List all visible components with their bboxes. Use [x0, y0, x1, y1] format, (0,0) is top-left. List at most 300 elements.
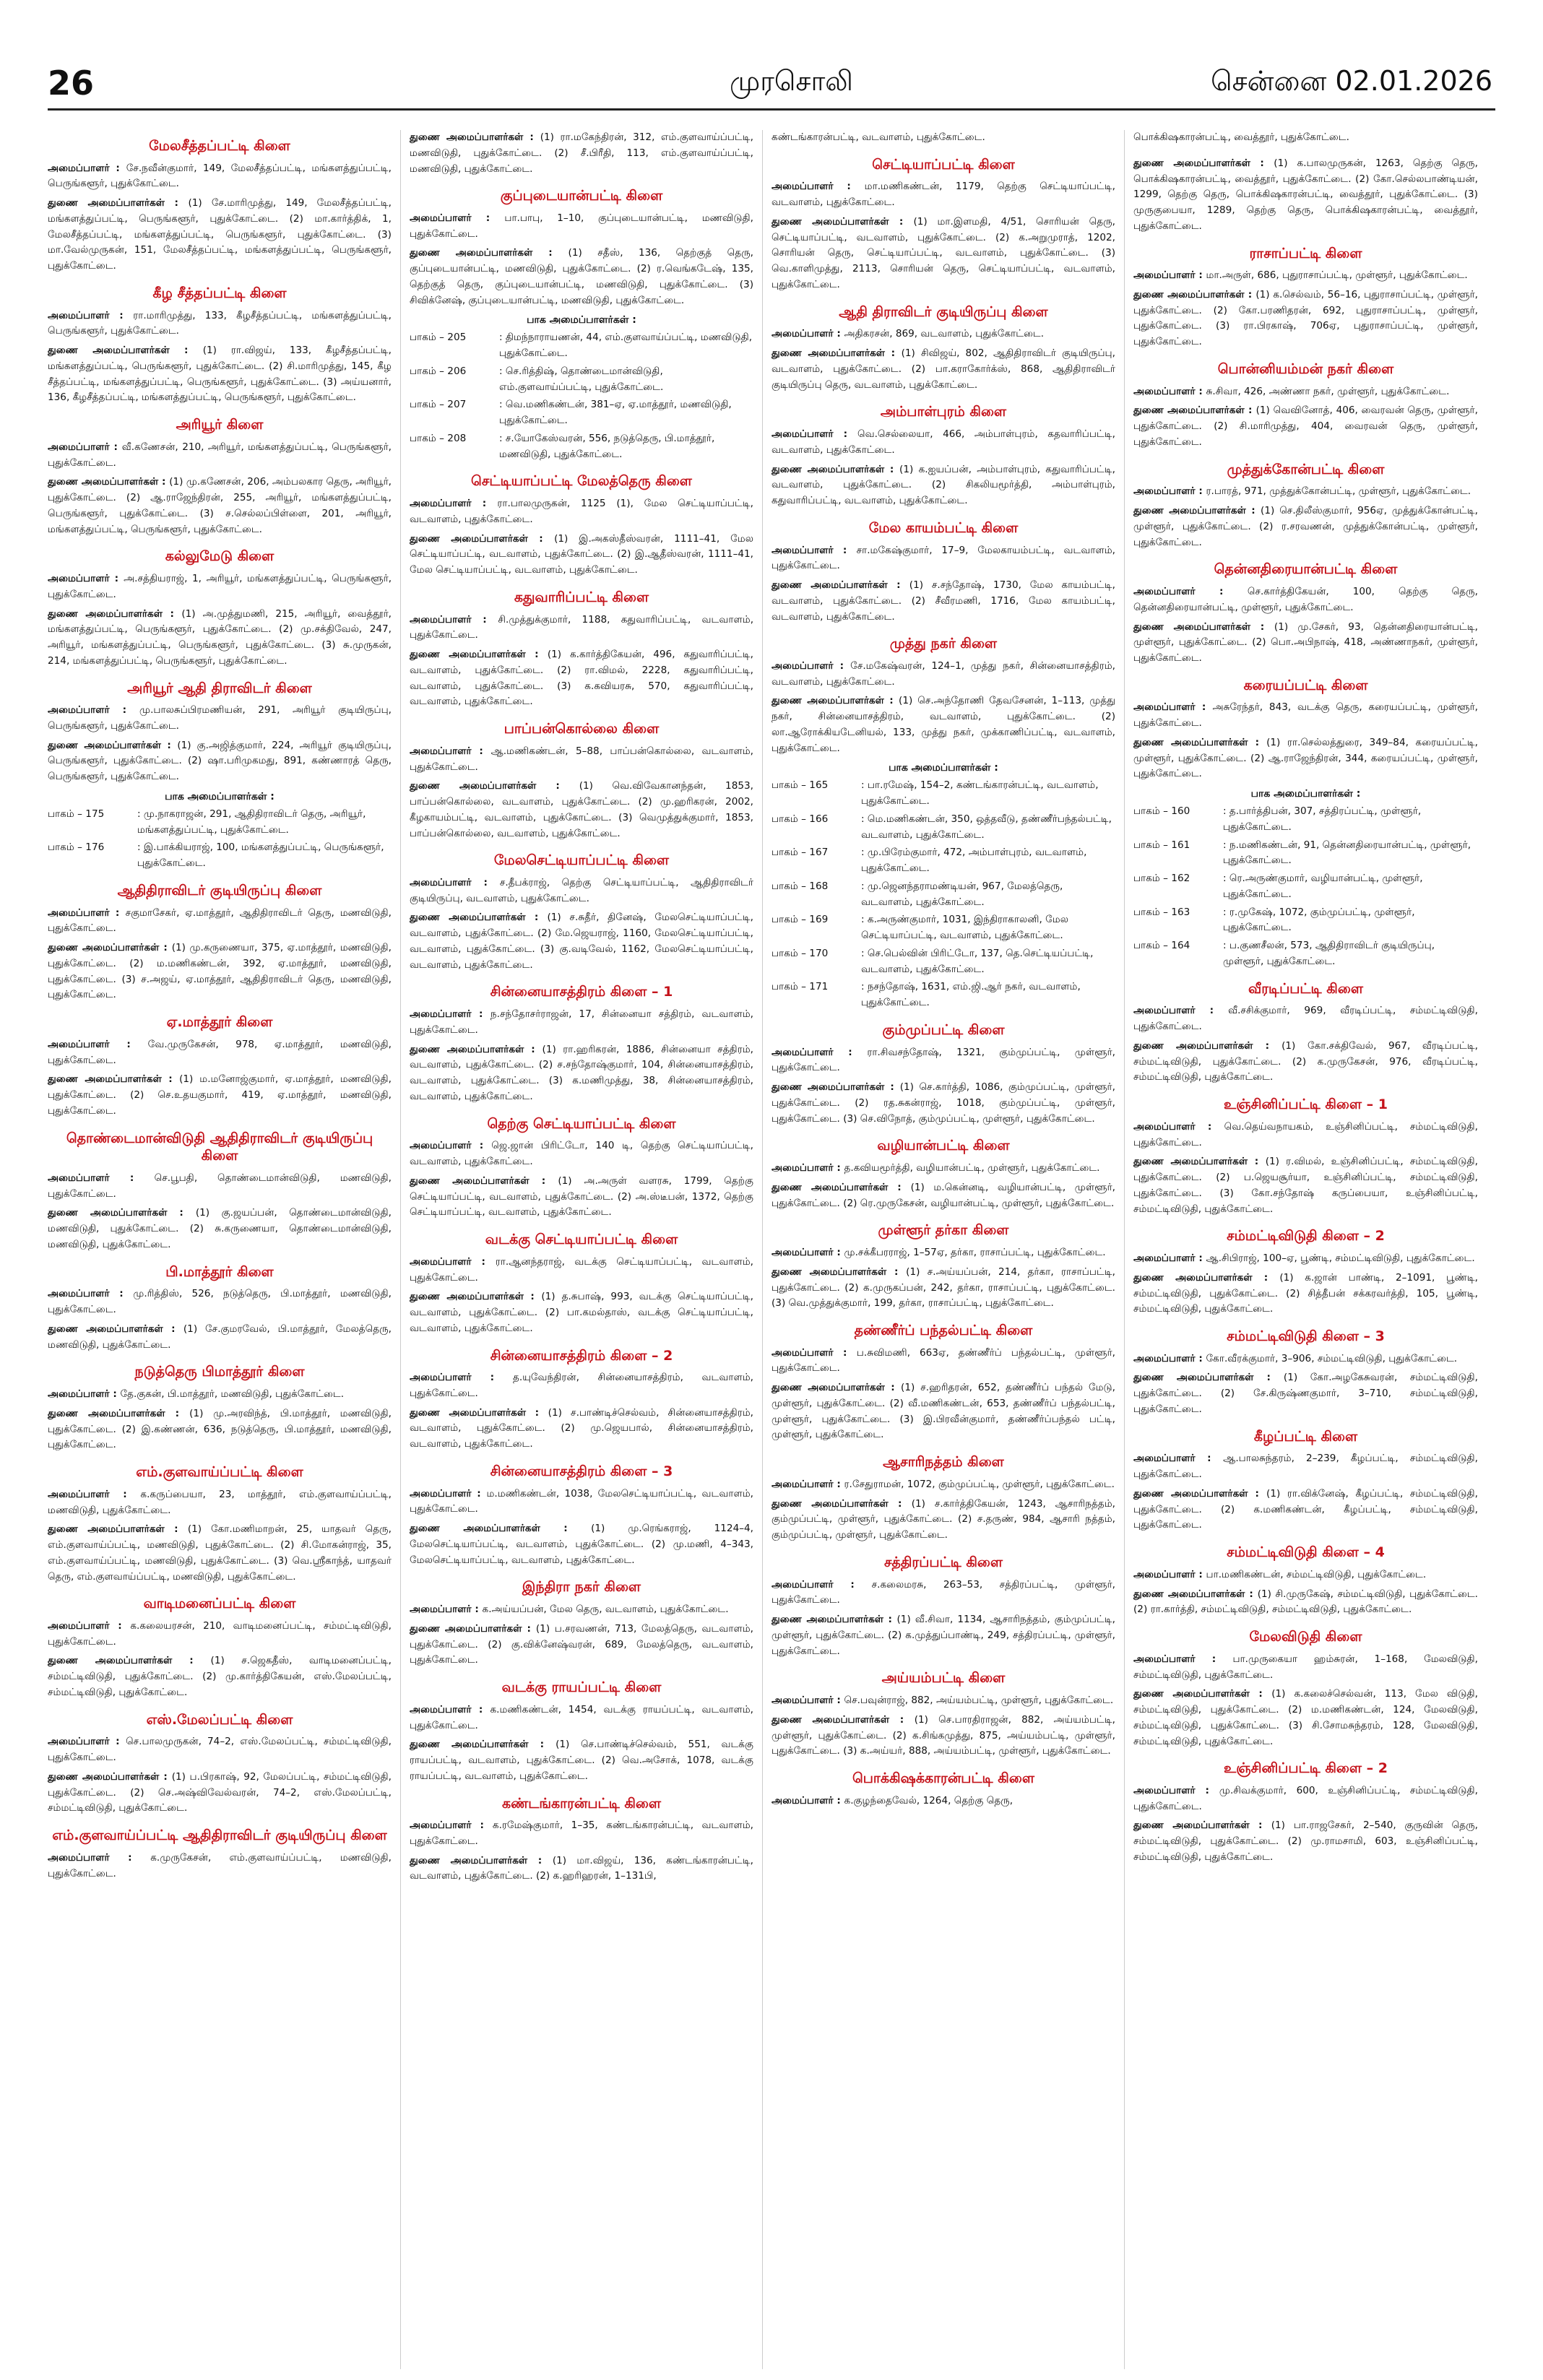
- deputy-label: துணை அமைப்பாளர்கள் :: [410, 247, 569, 259]
- deputy-value: (1) ம.மனோஜ்குமார், ஏ.மாத்தூர், மணவிடுதி, புதுக்கோட்டை. (2) செ.உதயகுமார், 419, ஏ.மாத்தூர், மணவிடுதி, புதுக்கோட்டை.: [48, 1073, 392, 1117]
- column-1: [48, 130, 401, 2369]
- branch-section: [772, 1669, 1115, 1760]
- deputy-organizers: [48, 1522, 392, 1585]
- branch-section: [48, 285, 392, 406]
- branch-title: வாடிமனைப்பட்டி கிளை: [143, 1596, 296, 1612]
- deputy-label: துணை அமைப்பாளர்கள் :: [48, 197, 189, 209]
- deputy-value: (1) மு.கருணையா, 375, ஏ.மாத்தூர், மணவிடுதி, புதுக்கோட்டை. (2) ம.மணிகண்டன், 392, ஏ.மாத்தூர், மணவிடுதி, புதுக்கோட்டை. (3) ச.அஜய், ஏ.மாத்தூர், ஆதிதிராவிடர் தெரு, மணவிடுதி, புதுக்கோட்டை.: [48, 942, 392, 1001]
- branch-section: [1133, 1227, 1478, 1317]
- organizer-label: அமைப்பாளர் :: [1133, 701, 1213, 714]
- organizer-label: அமைப்பாளர் :: [410, 876, 500, 888]
- deputy-label: துணை அமைப்பாளர்கள் :: [1133, 1271, 1280, 1284]
- branch-section: [1133, 130, 1478, 146]
- organizer-value: ரா.பாலமுருகன், 1125 (1), மேல செட்டியாப்பட்டி, வடவாளம், புதுக்கோட்டை.: [410, 498, 753, 525]
- branch-organizer: [48, 161, 392, 193]
- branch-title: ஆசாரிநத்தம் கிளை: [883, 1454, 1004, 1471]
- deputy-label: துணை அமைப்பாளர்கள் :: [48, 1655, 211, 1667]
- branch-title: ராசாப்பட்டி கிளை: [1249, 245, 1362, 261]
- deputy-label: துணை அமைப்பாளர்கள் :: [410, 1043, 543, 1055]
- branch-section: [48, 1711, 392, 1817]
- branch-title: எஸ்.மேலப்பட்டி கிளை: [146, 1711, 293, 1728]
- organizer-value: மு.சக்கீபரராஜ், 1–57ஏ, தர்கா, ராசாப்பட்டி, புதுக்கோட்டை.: [844, 1247, 1106, 1258]
- branch-organizer: [410, 1007, 753, 1039]
- page-header: [0, 0, 1543, 152]
- branch-title: அய்யம்பட்டி கிளை: [881, 1670, 1006, 1687]
- deputy-label: துணை அமைப்பாளர்கள் :: [772, 1081, 900, 1094]
- branch-organizer: [772, 326, 1115, 342]
- branch-section: [1133, 1328, 1478, 1418]
- organizer-value: மு.ரித்திஸ், 526, நடுத்தெரு, பி.மாத்தூர், மணவிடுதி, புதுக்கோட்டை.: [48, 1288, 392, 1316]
- branch-section: [410, 1578, 753, 1669]
- header-divider: [48, 108, 1495, 111]
- organizer-value: க.கருப்பையா, 23, மாத்தூர், எம்.குளவாய்ப்பட்டி, மணவிடுதி, புதுக்கோட்டை.: [48, 1488, 392, 1516]
- part-number: பாகம் – 164: [1133, 940, 1190, 952]
- organizer-value: ர.சேதுராமன், 1072, கும்முப்பட்டி, முள்ளூர், புதுக்கோட்டை.: [844, 1478, 1115, 1490]
- deputy-organizers: [1133, 1818, 1478, 1865]
- part-row: [48, 840, 392, 872]
- deputy-organizers: [772, 578, 1115, 625]
- organizer-value: செ.பவுன்ராஜ், 882, அய்யம்பட்டி, முள்ளூர், புதுக்கோட்டை.: [844, 1695, 1114, 1706]
- organizer-label: அமைப்பாளர் :: [772, 181, 865, 193]
- branch-organizer: [410, 1702, 753, 1734]
- organizer-label: அமைப்பாளர் :: [48, 1736, 126, 1748]
- deputy-label: துணை அமைப்பாளர்கள் :: [1133, 157, 1274, 169]
- deputy-organizers: [772, 1180, 1115, 1212]
- branch-organizer: [1133, 584, 1478, 616]
- part-row: [772, 879, 1115, 911]
- branch-section: [48, 1130, 392, 1253]
- organizer-label: அமைப்பாளர் :: [48, 1288, 134, 1300]
- organizer-value: ஆ.பாலசுந்தரம், 2–239, கீழப்பட்டி, சம்மட்டிவிடுதி, புதுக்கோட்டை.: [1133, 1453, 1478, 1481]
- organizer-value: செ.பாலமுருகன், 74–2, எஸ்.மேலப்பட்டி, சம்மட்டிவிடுதி, புதுக்கோட்டை.: [48, 1736, 392, 1764]
- organizer-label: அமைப்பாளர் :: [1133, 1568, 1206, 1580]
- branch-section: [772, 156, 1115, 293]
- deputy-label: துணை அமைப்பாளர்கள் :: [1133, 1487, 1267, 1500]
- organizer-value: சி.முத்துக்குமார், 1188, கதுவாரிப்பட்டி, வடவாளம், புதுக்கோட்டை.: [410, 613, 754, 641]
- edition-date: சென்னை 02.01.2026: [1211, 65, 1492, 97]
- deputy-value: (1) க.ஐயப்பன், அம்பாள்புரம், கதுவாரிப்பட்டி, வடவாளம், புதுக்கோட்டை. (2) சிகலியமூர்த்தி, அம்பாள்புரம், கதுவாரிப்பட்டி, வடவாளம், புதுக்கோட்டை.: [772, 463, 1115, 507]
- organizer-label: அமைப்பாளர் :: [1133, 1120, 1224, 1133]
- deputy-value: (1) பா.ராஜசேகர், 2–540, குருவின் தெரு, சம்மட்டிவிடுதி, புதுக்கோட்டை. (2) மு.ராமசாமி, 603, உஞ்சினிப்பட்டி, சம்மட்டிவிடுதி, புதுக்கோட்டை.: [1133, 1819, 1478, 1863]
- part-number: பாகம் – 208: [410, 432, 467, 444]
- branch-organizer: [410, 875, 753, 907]
- branch-title: உஞ்சினிப்பட்டி கிளை – 1: [1223, 1096, 1388, 1113]
- branch-title: தொண்டைமான்விடுதி ஆதிதிராவிடர் குடியிருப்பு கிளை: [66, 1130, 373, 1164]
- branch-title: முள்ளூர் தர்கா கிளை: [878, 1222, 1009, 1239]
- deputy-label: துணை அமைப்பாளர்கள் :: [772, 1265, 907, 1278]
- branch-title: கும்முப்பட்டி கிளை: [882, 1021, 1005, 1038]
- part-row: [772, 946, 1115, 978]
- deputy-value: (1) ர.விமல், உஞ்சினிப்பட்டி, சம்மட்டிவிடுதி, புதுக்கோட்டை. (2) ப.ஜெயசூர்யா, உஞ்சினிப்பட்டி, சம்மட்டிவிடுதி, புதுக்கோட்டை. (3) கோ.சந்தோஷ் கருப்பையா, உஞ்சினிப்பட்டி, சம்மட்டிவிடுதி, புதுக்கோட்டை.: [1133, 1156, 1478, 1215]
- branch-section: [772, 1554, 1115, 1659]
- continued-text: கண்டங்காரன்பட்டி, வடவாளம், புதுக்கோட்டை.: [772, 131, 985, 143]
- branch-title: சின்னையாசத்திரம் கிளை – 1: [490, 984, 673, 1000]
- column-4: [1133, 130, 1487, 2369]
- part-organizer: : மு.பிரேம்குமார், 472, அம்பாள்புரம், வடவாளம், புதுக்கோட்டை.: [861, 847, 1087, 875]
- part-organizer: : மெ.மணிகண்டன், 350, ஒத்தவீடு, தண்ணீர்பந்தல்பட்டி, வடவாளம், புதுக்கோட்டை.: [861, 813, 1112, 841]
- part-number: பாகம் – 161: [1133, 839, 1190, 851]
- branch-organizer: [1133, 1251, 1478, 1267]
- part-number: பாகம் – 165: [772, 779, 829, 792]
- deputy-value: (1) சிவிஜய், 802, ஆதிதிராவிடர் குடியிருப்பு, வடவாளம், புதுக்கோட்டை. (2) பா.கராகோர்க்ஸ், 868, ஆதிதிராவிடர் குடியிருப்பு தெரு, வடவாளம், புதுக்கோட்டை.: [772, 347, 1115, 391]
- part-row: [1133, 938, 1478, 970]
- organizer-label: அமைப்பாளர் :: [772, 1478, 844, 1490]
- organizer-label: அமைப்பாளர் :: [48, 1619, 131, 1632]
- organizer-label: அமைப்பாளர் :: [48, 1851, 151, 1864]
- deputy-organizers: [1133, 287, 1478, 350]
- deputy-organizers: [48, 1770, 392, 1817]
- deputy-value: (1) ரா.செல்லத்துரை, 349–84, கரையப்பட்டி, முள்ளூர், புதுக்கோட்டை. (2) ஆ.ராஜேந்திரன், 344, கரையப்பட்டி, முள்ளூர், புதுக்கோட்டை.: [1133, 736, 1478, 780]
- branch-title: தண்ணீர்ப் பந்தல்பட்டி கிளை: [854, 1323, 1033, 1338]
- branch-title: அரியூர் ஆதி திராவிடர் கிளை: [127, 680, 312, 696]
- organizer-value: மா.மணிகண்டன், 1179, தெற்கு செட்டியாப்பட்டி, வடவாளம், புதுக்கோட்டை.: [772, 181, 1115, 209]
- deputy-value: (1) க.பாலமுருகன், 1263, தெற்கு தெரு, பொக்கிஷகாரன்பட்டி, வைத்தூர், புதுக்கோட்டை. (2) கோ.செல்லபாண்டியன், 1299, தெற்கு தெரு, பொக்கிஷகாரன்பட்டி, வைத்தூர், புதுக்கோட்டை. (3) முருகுபையா, 1289, தெற்கு தெரு, பொக்கிஷகாரன்பட்டி, வைத்தூர், புதுக்கோட்டை.: [1133, 157, 1478, 232]
- deputy-label: துணை அமைப்பாளர்கள் :: [48, 607, 182, 620]
- branch-organizer: [772, 1161, 1115, 1177]
- deputy-organizers: [772, 1080, 1115, 1127]
- organizer-value: ம.மணிகண்டன், 1038, மேலசெட்டியாப்பட்டி, வடவாளம், புதுக்கோட்டை.: [410, 1487, 753, 1515]
- branch-organizer: [1133, 1652, 1478, 1684]
- branch-organizer: [410, 1602, 753, 1618]
- branch-section: [772, 519, 1115, 625]
- branch-organizer: [1133, 1783, 1478, 1815]
- deputy-organizers: [1133, 620, 1478, 667]
- branch-title: ஏ.மாத்தூர் கிளை: [166, 1014, 273, 1031]
- organizer-value: வீ.சசிக்குமார், 969, வீரடிப்பட்டி, சம்மட்டிவிடுதி, புதுக்கோட்டை.: [1133, 1005, 1478, 1033]
- part-number: பாகம் – 207: [410, 399, 467, 411]
- branch-title: கண்டங்காரன்பட்டி கிளை: [501, 1795, 662, 1812]
- organizer-label: அமைப்பாளர் :: [48, 1488, 141, 1500]
- branch-section: [410, 589, 753, 710]
- branch-section: [48, 416, 392, 537]
- branch-organizer: [772, 1245, 1115, 1261]
- branch-title: சத்திரப்பட்டி கிளை: [883, 1554, 1003, 1570]
- branch-title: சம்மட்டிவிடுதி கிளை – 2: [1227, 1228, 1385, 1245]
- branch-organizer: [48, 906, 392, 938]
- part-number: பாகம் – 168: [772, 880, 829, 892]
- deputy-label: துணை அமைப்பாளர்கள் :: [1133, 404, 1256, 417]
- deputy-organizers: [772, 693, 1115, 756]
- deputy-organizers: [48, 196, 392, 274]
- deputy-organizers: [410, 647, 753, 710]
- branch-section: [48, 882, 392, 1003]
- branch-section: [48, 1463, 392, 1585]
- deputy-value: (1) ச.பாண்டிச்செல்வம், சின்னையாசத்திரம், வடவாளம், புதுக்கோட்டை. (2) மு.ஜெயபால், சின்னையாசத்திரம், வடவாளம், புதுக்கோட்டை.: [410, 1406, 753, 1450]
- branch-organizer: [1133, 484, 1478, 500]
- branch-organizer: [1133, 700, 1478, 732]
- branch-section: [410, 720, 753, 841]
- part-row: [772, 778, 1115, 810]
- branch-title: தெற்கு செட்டியாப்பட்டி கிளை: [487, 1115, 676, 1132]
- organizer-value: அ.சத்தியராஜ், 1, அரியூர், மங்களத்துப்பட்டி, பெருங்களூர், புதுக்கோட்டை.: [48, 573, 392, 600]
- branch-section: [48, 1363, 392, 1453]
- deputy-value: (1) மு.சேகர், 93, தென்னதிரையான்பட்டி, முள்ளூர், புதுக்கோட்டை. (2) பொ.அபிநாஷ், 418, அண்ணாநகர், முள்ளூர், புதுக்கோட்டை.: [1133, 620, 1478, 664]
- deputy-value: (1) வெ.விவேகானந்தன், 1853, பாப்பன்கொல்லை, வடவாளம், புதுக்கோட்டை. (2) மு.ஹரிகரன், 2002, கீழகாயம்பட்டி, வடவாளம், புதுக்கோட்டை. (3) வெமுத்துக்குமார், 1853, பாப்பன்கொல்லை, வடவாளம், புதுக்கோட்டை.: [410, 780, 753, 839]
- organizer-label: அமைப்பாளர் :: [772, 1794, 844, 1806]
- organizer-label: அமைப்பாளர் :: [410, 212, 505, 224]
- branch-section: [772, 403, 1115, 509]
- deputy-label: துணை அமைப்பாளர்கள் :: [772, 1497, 912, 1510]
- branch-section: [1133, 461, 1478, 551]
- branch-organizer: [48, 1851, 392, 1882]
- branch-title: மேலசெட்டியாப்பட்டி கிளை: [493, 852, 670, 869]
- parts-heading: பாக அமைப்பாளர்கள் :: [889, 762, 998, 774]
- branch-title: எம்.குளவாய்ப்பட்டி ஆதிதிராவிடர் குடியிருப்பு கிளை: [52, 1827, 387, 1844]
- branch-organizer: [410, 211, 753, 243]
- deputy-value: (1) மு.அரவிந்த், பி.மாத்தூர், மணவிடுதி, புதுக்கோட்டை. (2) இ.கண்ணன், 636, நடுத்தெரு, பி.மாத்தூர், மணவிடுதி, புதுக்கோட்டை.: [48, 1407, 392, 1451]
- part-organizer: : ரெ.அருண்குமார், வழியான்பட்டி, முள்ளூர், புதுக்கோட்டை.: [1223, 873, 1423, 900]
- deputy-organizers: [48, 1322, 392, 1354]
- branch-title: மேலவிடுதி கிளை: [1249, 1629, 1362, 1645]
- branch-title: ஆதி திராவிடர் குடியிருப்பு கிளை: [839, 303, 1048, 320]
- deputy-label: துணை அமைப்பாளர்கள் :: [1133, 505, 1261, 517]
- branch-section: [410, 1347, 753, 1453]
- branch-organizer: [410, 1818, 753, 1850]
- deputy-organizers: [772, 1497, 1115, 1544]
- organizer-value: வெ.செல்லையா, 466, அம்பாள்புரம், கதவாரிப்பட்டி, வடவாளம், புதுக்கோட்டை.: [772, 428, 1116, 456]
- organizer-label: அமைப்பாளர் :: [772, 659, 851, 672]
- branch-title: ஆதிதிராவிடர் குடியிருப்பு கிளை: [117, 882, 322, 899]
- branch-section: [1133, 360, 1478, 451]
- organizer-label: அமைப்பாளர் :: [48, 441, 122, 453]
- newspaper-name: முரசொலி: [730, 65, 853, 97]
- branch-title: எம்.குளவாய்ப்பட்டி கிளை: [136, 1464, 303, 1481]
- part-organizer: : இ.பாக்கியராஜ், 100, மங்களத்துப்பட்டி, பெருங்களூர், புதுக்கோட்டை.: [137, 841, 384, 870]
- branch-section: [1133, 561, 1478, 666]
- branch-title: செட்டியாப்பட்டி மேலத்தெரு கிளை: [471, 473, 692, 490]
- deputy-value: (1) ப.பிரகாஷ், 92, மேலப்பட்டி, சம்மட்டிவிடுதி, புதுக்கோட்டை. (2) செ.அஷ்விவேல்வரன், 74–2, எஸ்.மேலப்பட்டி, சம்மட்டிவிடுதி, புதுக்கோட்டை.: [48, 1770, 392, 1814]
- deputy-label: துணை அமைப்பாளர்கள் :: [410, 1291, 542, 1303]
- part-row: [1133, 905, 1478, 937]
- branch-section: [1133, 1628, 1478, 1749]
- deputy-organizers: [1133, 503, 1478, 550]
- branch-organizer: [772, 1477, 1115, 1493]
- branch-organizer: [410, 1487, 753, 1518]
- deputy-label: துணை அமைப்பாளர்கள் :: [410, 912, 548, 924]
- branch-organizer: [48, 1387, 392, 1403]
- part-row: [772, 845, 1115, 877]
- organizer-label: அமைப்பாளர் :: [1133, 485, 1206, 498]
- organizer-value: பா.மணிகண்டன், சம்மட்டிவிடுதி, புதுக்கோட்டை.: [1206, 1568, 1427, 1580]
- page-number: 26: [48, 64, 95, 103]
- parts-heading: பாக அமைப்பாளர்கள் :: [165, 790, 275, 802]
- deputy-value: (1) மா.விஜய், 136, கண்டங்காரன்பட்டி, வடவாளம், புதுக்கோட்டை. (2) க.ஹரிஹரன், 1–131பி,: [410, 1854, 753, 1882]
- organizer-label: அமைப்பாளர் :: [1133, 586, 1248, 597]
- organizer-label: அமைப்பாளர் :: [410, 1008, 490, 1021]
- organizer-label: அமைப்பாளர் :: [410, 1703, 490, 1715]
- organizer-label: அமைப்பாளர் :: [772, 428, 857, 441]
- deputy-value: (1) ச.ஹரிதரன், 652, தண்ணீர்ப் பந்தல் மேடு, முள்ளூர், புதுக்கோட்டை. (2) வீ.மணிகண்டன், 653, தண்ணீர்ப் பந்தல்பட்டி, முள்ளூர், புதுக்கோட்டை. (3) இ.பிரவீன்குமார், தண்ணீர்ப்பந்தல் பட்டி, முள்ளூர், புதுக்கோட்டை.: [772, 1382, 1115, 1441]
- deputy-label: துணை அமைப்பாளர்கள் :: [48, 1407, 190, 1419]
- deputy-label: துணை அமைப்பாளர்கள் :: [772, 1181, 911, 1193]
- part-organizer: : பா.ரமேஷ், 154–2, கண்டங்காரன்பட்டி, வடவாளம், புதுக்கோட்டை.: [861, 779, 1099, 808]
- organizer-value: கோ.வீரக்குமார், 3–906, சம்மட்டிவிடுதி, புதுக்கோட்டை.: [1206, 1352, 1458, 1364]
- branch-section: [772, 635, 1115, 1011]
- deputy-value: (1) கோ.அழகேசுவரன், சம்மட்டிவிடுதி, புதுக்கோட்டை. (2) சே.கிருஷ்ணகுமார், 3–710, சம்மட்டிவிடுதி, புதுக்கோட்டை.: [1133, 1372, 1478, 1415]
- branch-title: கதுவாரிப்பட்டி கிளை: [514, 589, 649, 605]
- deputy-value: (1) சே.மாரிமுத்து, 149, மேலசீத்தப்பட்டி, மங்களத்துப்பட்டி, பெருங்களூர், புதுக்கோட்டை. (2) மா.கார்த்திக், 1, மேலசீத்தப்பட்டி, மங்களத்துப்பட்டி, பெருங்களூர், புதுக்கோட்டை. (3) மா.வேல்முருகன், 151, மேலசீத்தப்பட்டி, மங்களத்துப்பட்டி, பெருங்களூர், புதுக்கோட்டை.: [48, 197, 392, 272]
- part-number: பாகம் – 206: [410, 365, 467, 377]
- deputy-label: துணை அமைப்பாளர்கள் :: [48, 1207, 196, 1219]
- organizer-value: க.முருகேசன், எம்.குளவாய்ப்பட்டி, மணவிடுதி, புதுக்கோட்டை.: [48, 1851, 392, 1879]
- deputy-label: துணை அமைப்பாளர்கள் :: [48, 1323, 183, 1335]
- deputy-value: (1) ரா.ஹரிகரன், 1886, சின்னையா சத்திரம், வடவாளம், புதுக்கோட்டை. (2) ச.சந்தோஷ்குமார், 104, சின்னையாசத்திரம், வடவாளம், புதுக்கோட்டை. (3) க.மணிமுத்து, 38, சின்னையாசத்திரம், வடவாளம், புதுக்கோட்டை.: [410, 1043, 753, 1102]
- organizer-label: அமைப்பாளர் :: [1133, 1005, 1229, 1017]
- deputy-value: (1) செ.பாண்டிச்செல்வம், 551, வடக்கு ராயப்பட்டி, வடவாளம், புதுக்கோட்டை. (2) வெ.அசோக், 1078, வடக்கு ராயப்பட்டி, வடவாளம், புதுக்கோட்டை.: [410, 1739, 753, 1782]
- organizer-label: அமைப்பாளர் :: [1133, 1352, 1206, 1364]
- branch-organizer: [1133, 1003, 1478, 1035]
- deputy-label: துணை அமைப்பாளர்கள் :: [772, 1614, 897, 1626]
- organizer-label: அமைப்பாளர் :: [410, 1819, 493, 1832]
- deputy-organizers: [1133, 403, 1478, 450]
- organizer-label: அமைப்பாளர் :: [48, 573, 124, 584]
- branch-organizer: [48, 440, 392, 472]
- organizer-value: த.கவியமூர்த்தி, வழியான்பட்டி, முள்ளூர், புதுக்கோட்டை.: [844, 1162, 1100, 1174]
- deputy-value: (1) ம.கென்னடி, வழியான்பட்டி, முள்ளூர், புதுக்கோட்டை. (2) ரெ.முருகேசன், வழியான்பட்டி, முள்ளூர், புதுக்கோட்டை.: [772, 1181, 1115, 1209]
- branch-organizer: [772, 659, 1115, 691]
- branch-section: [48, 1013, 392, 1119]
- deputy-organizers: [1133, 1587, 1478, 1619]
- organizer-value: சா.மகேஷ்குமார், 17–9, மேலகாயம்பட்டி, வடவாளம், புதுக்கோட்டை.: [772, 544, 1115, 572]
- organizer-value: ப.சுவிமணி, 663ஏ, தண்ணீர்ப் பந்தல்பட்டி, முள்ளூர், புதுக்கோட்டை.: [772, 1346, 1116, 1375]
- organizer-value: மு.பாலசுப்பிரமணியன், 291, அரியூர் குடியிருப்பு, பெருங்களூர், புதுக்கோட்டை.: [48, 704, 392, 732]
- part-organizer: : மு.ஜெனந்தராமண்டியன், 967, மேலத்தெரு, வடவாளம், புதுக்கோட்டை.: [861, 880, 1063, 908]
- branch-organizer: [48, 308, 392, 340]
- part-organizer: : ர.முகேஷ், 1072, கும்முப்பட்டி, முள்ளூர், புதுக்கோட்டை.: [1223, 906, 1415, 934]
- deputy-organizers: [410, 1406, 753, 1453]
- branch-title: வடக்கு ராயப்பட்டி கிளை: [501, 1679, 662, 1696]
- organizer-label: அமைப்பாளர் :: [48, 309, 134, 321]
- deputy-organizers: [48, 940, 392, 1003]
- deputy-organizers: [410, 1737, 753, 1784]
- parts-heading: பாக அமைப்பாளர்கள் :: [527, 314, 636, 326]
- deputy-organizers: [772, 346, 1115, 393]
- deputy-value: (1) ச.ஜெகதீஸ், வாடிமனைப்பட்டி, சம்மட்டிவிடுதி, புதுக்கோட்டை. (2) மு.கார்த்திகேயன், எஸ்.மேலப்பட்டி, சம்மட்டிவிடுதி, புதுக்கோட்டை.: [48, 1655, 392, 1698]
- branch-title: சின்னையாசத்திரம் கிளை – 2: [490, 1347, 673, 1364]
- deputy-label: துணை அமைப்பாளர்கள் :: [48, 1073, 180, 1086]
- branch-title: சின்னையாசத்திரம் கிளை – 3: [490, 1463, 673, 1479]
- organizer-value: ரா.மாரிமுத்து, 133, கீழசீத்தப்பட்டி, மங்களத்துப்பட்டி, பெருங்களூர், புதுக்கோட்டை.: [48, 309, 392, 337]
- branch-section: [410, 130, 753, 177]
- organizer-value: அதிகரசன், 869, வடவாளம், புதுக்கோட்டை.: [844, 328, 1045, 340]
- part-organizer: : செ.ரித்திஷ், தொண்டைமான்விடுதி, எம்.குளவாய்ப்பட்டி, புதுக்கோட்டை.: [499, 365, 664, 393]
- organizer-label: அமைப்பாளர் :: [410, 745, 491, 757]
- deputy-organizers: [772, 1713, 1115, 1760]
- branch-section: [1133, 980, 1478, 1086]
- branch-section: [772, 1322, 1115, 1443]
- branch-organizer: [1133, 1451, 1478, 1483]
- branch-section: [48, 137, 392, 274]
- branch-title: அம்பாள்புரம் கிளை: [880, 404, 1007, 420]
- deputy-label: துணை அமைப்பாளர்கள் :: [772, 1382, 902, 1394]
- deputy-organizers: [410, 779, 753, 841]
- organizer-value: ஆ.மணிகண்டன், 5–88, பாப்பன்கொல்லை, வடவாளம், புதுக்கோட்டை.: [410, 745, 753, 773]
- continued-text: பொக்கிஷகாரன்பட்டி, வைத்தூர், புதுக்கோட்டை.: [1133, 131, 1349, 143]
- part-organizer: : செ.பெல்வின் பிரிட்டோ, 137, தெ.செட்டியப்பட்டி, வடவாளம், புதுக்கோட்டை.: [861, 947, 1094, 975]
- branch-title: அரியூர் கிளை: [176, 417, 264, 433]
- deputy-label: துணை அமைப்பாளர்கள் :: [48, 345, 203, 357]
- deputy-label: துணை அமைப்பாளர்கள் :: [410, 1739, 556, 1751]
- branch-organizer: [1133, 384, 1478, 400]
- deputy-organizers: [1133, 1039, 1478, 1086]
- announcement-columns: [48, 130, 1495, 2369]
- organizer-label: அமைப்பாளர் :: [772, 1247, 844, 1258]
- part-number: பாகம் – 163: [1133, 906, 1190, 918]
- deputy-value: (1) க.கலைச்செல்வன், 113, மேல விடுதி, சம்மட்டிவிடுதி, புதுக்கோட்டை. (2) ம.மணிகண்டன், 124, மேலவிடுதி, சம்மட்டிவிடுதி, புதுக்கோட்டை. (3) சி.சோமசுந்தரம், 128, மேலவிடுதி, சம்மட்டிவிடுதி, புதுக்கோட்டை.: [1133, 1688, 1478, 1747]
- branch-section: [1133, 1760, 1478, 1865]
- organizer-label: அமைப்பாளர் :: [1133, 1252, 1206, 1264]
- deputy-organizers: [1133, 1154, 1478, 1217]
- branch-title: பொன்னியம்மன் நகர் கிளை: [1217, 360, 1394, 377]
- branch-organizer: [48, 1037, 392, 1069]
- deputy-value: (1) மு.ரெங்கராஜ், 1124–4, மேலசெட்டியாப்பட்டி, வடவாளம், புதுக்கோட்டை. (2) மு.மணி, 4–343, மேலசெட்டியாப்பட்டி, வடவாளம், புதுக்கோட்டை.: [410, 1523, 753, 1566]
- branch-section: [1133, 1096, 1478, 1217]
- branch-organizer: [48, 1286, 392, 1318]
- organizer-value: ரா.ஆனந்தராஜ், வடக்கு செட்டியாப்பட்டி, வடவாளம், புதுக்கோட்டை.: [410, 1255, 754, 1284]
- organizer-value: ச.தீபக்ராஜ், தெற்கு செட்டியாப்பட்டி, ஆதிதிராவிடர் குடியிருப்பு, வடவாளம், புதுக்கோட்டை.: [410, 876, 753, 904]
- deputy-label: துணை அமைப்பாளர்கள் :: [772, 215, 914, 228]
- deputy-organizers: [410, 910, 753, 973]
- branch-title: கீழ சீத்தப்பட்டி கிளை: [152, 285, 287, 301]
- organizer-value: க.ரமேஷ்குமார், 1–35, கண்டங்காரன்பட்டி, வடவாளம், புதுக்கோட்டை.: [410, 1819, 753, 1847]
- column-2: [410, 130, 763, 2369]
- deputy-label: துணை அமைப்பாளர்கள் :: [772, 347, 902, 360]
- organizer-label: அமைப்பாளர் :: [410, 613, 498, 626]
- branch-title: மேலசீத்தப்பட்டி கிளை: [149, 138, 290, 154]
- deputy-value: (1) மா.இளமதி, 4/51, சொரியன் தெரு, செட்டியாப்பட்டி, வடவாளம், புதுக்கோட்டை. (2) க.அறுமுராத், 1202, சொரியன் தெரு, செட்டியாப்பட்டி, வடவாளம், புதுக்கோட்டை. (3) வெ.காளிமுத்து, 2113, சொரியன் தெரு, செட்டியாப்பட்டி, வடவாளம், புதுக்கோட்டை.: [772, 215, 1115, 290]
- deputy-label: துணை அமைப்பாளர்கள் :: [1133, 736, 1267, 748]
- branch-section: [772, 1453, 1115, 1544]
- branch-title: இந்திரா நகர் கிளை: [522, 1579, 641, 1596]
- deputy-label: துணை அமைப்பாளர்கள் :: [48, 1523, 188, 1536]
- deputy-organizers: [48, 1206, 392, 1252]
- deputy-value: (1) செ.திலீஸ்குமார், 956ஏ, முத்துக்கோன்பட்டி, முள்ளூர், புதுக்கோட்டை. (2) ர.சரவணன், முத்துக்கோன்பட்டி, முள்ளூர், புதுக்கோட்டை.: [1133, 505, 1478, 548]
- deputy-value: (1) அ.அருள் வளரசு, 1799, தெற்கு செட்டியாப்பட்டி, வடவாளம், புதுக்கோட்டை. (2) அ.ஸ்டீபன், 1372, தெற்கு செட்டியாப்பட்டி, வடவாளம், புதுக்கோட்டை.: [410, 1174, 753, 1219]
- part-row: [772, 912, 1115, 944]
- organizer-label: அமைப்பாளர் :: [48, 906, 126, 919]
- deputy-value: (1) த.சுபாஷ், 993, வடக்கு செட்டியாப்பட்டி, வடவாளம், புதுக்கோட்டை. (2) பா.கமல்தாஸ், வடக்கு செட்டியாப்பட்டி, வடவாளம், புதுக்கோட்டை.: [410, 1291, 753, 1334]
- part-row: [410, 397, 753, 429]
- deputy-value: (1) செ.அந்தோணி தேவசேனன், 1–113, முத்து நகர், சின்னையாசத்திரம், வடவாளம், புதுக்கோட்டை. (2) லா.ஆரோக்கியடேனியல், 133, முத்து நகர், முக்காணிப்பட்டி, வடவாளம், புதுக்கோட்டை.: [772, 695, 1115, 754]
- deputy-organizers: [772, 1612, 1115, 1659]
- branch-section: [410, 187, 753, 462]
- branch-organizer: [410, 1255, 753, 1286]
- branch-organizer: [772, 1578, 1115, 1609]
- deputy-label: துணை அமைப்பாளர்கள் :: [1133, 1819, 1271, 1832]
- part-organizer: : திமந்நாராயணன், 44, எம்.குளவாய்ப்பட்டி, மணவிடுதி, புதுக்கோட்டை.: [499, 332, 753, 360]
- organizer-value: க.கலையரசன், 210, வாடிமனைப்பட்டி, சம்மட்டிவிடுதி, புதுக்கோட்டை.: [48, 1619, 392, 1648]
- deputy-value: (1) ச.கார்த்திகேயன், 1243, ஆசாரிநத்தம், கும்முப்பட்டி, முள்ளூர், புதுக்கோட்டை. (2) ச.தருண், 984, ஆசாரி நத்தம், கும்முப்பட்டி, முள்ளூர், புதுக்கோட்டை.: [772, 1497, 1115, 1541]
- branch-title: வழியான்பட்டி கிளை: [877, 1138, 1010, 1154]
- deputy-organizers: [48, 1406, 392, 1453]
- branch-section: [772, 130, 1115, 146]
- part-row: [1133, 838, 1478, 870]
- deputy-value: (1) இ.அகஸ்தீஸ்வரன், 1111–41, மேல செட்டியாப்பட்டி, வடவாளம், புதுக்கோட்டை. (2) இ.ஆதீஸ்வரன், 1111–41, மேல செட்டியாப்பட்டி, வடவாளம், புதுக்கோட்டை.: [410, 532, 753, 576]
- branch-section: [1133, 1428, 1478, 1533]
- deputy-label: துணை அமைப்பாளர்கள் :: [1133, 1588, 1258, 1600]
- organizer-value: ஆ.சிபிராஜ், 100–ஏ, பூண்டி, சம்மட்டிவிடுதி, புதுக்கோட்டை.: [1206, 1252, 1475, 1264]
- deputy-value: (1) ப.சரவணன், 713, மேலத்தெரு, வடவாளம், புதுக்கோட்டை. (2) கு.விக்னேஷ்வரன், 689, மேலத்தெரு, வடவாளம், புதுக்கோட்டை.: [410, 1622, 753, 1666]
- branch-organizer: [772, 1045, 1115, 1077]
- deputy-label: துணை அமைப்பாளர்கள் :: [1133, 1372, 1284, 1384]
- organizer-label: அமைப்பாளர் :: [1133, 1784, 1219, 1796]
- organizer-label: அமைப்பாளர் :: [772, 544, 857, 556]
- part-number: பாகம் – 160: [1133, 805, 1190, 818]
- branch-title: பாப்பன்கொல்லை கிளை: [503, 721, 660, 737]
- branch-title: தென்னதிரையான்பட்டி கிளை: [1214, 561, 1398, 578]
- branch-section: [410, 1795, 753, 1885]
- branch-organizer: [48, 1487, 392, 1519]
